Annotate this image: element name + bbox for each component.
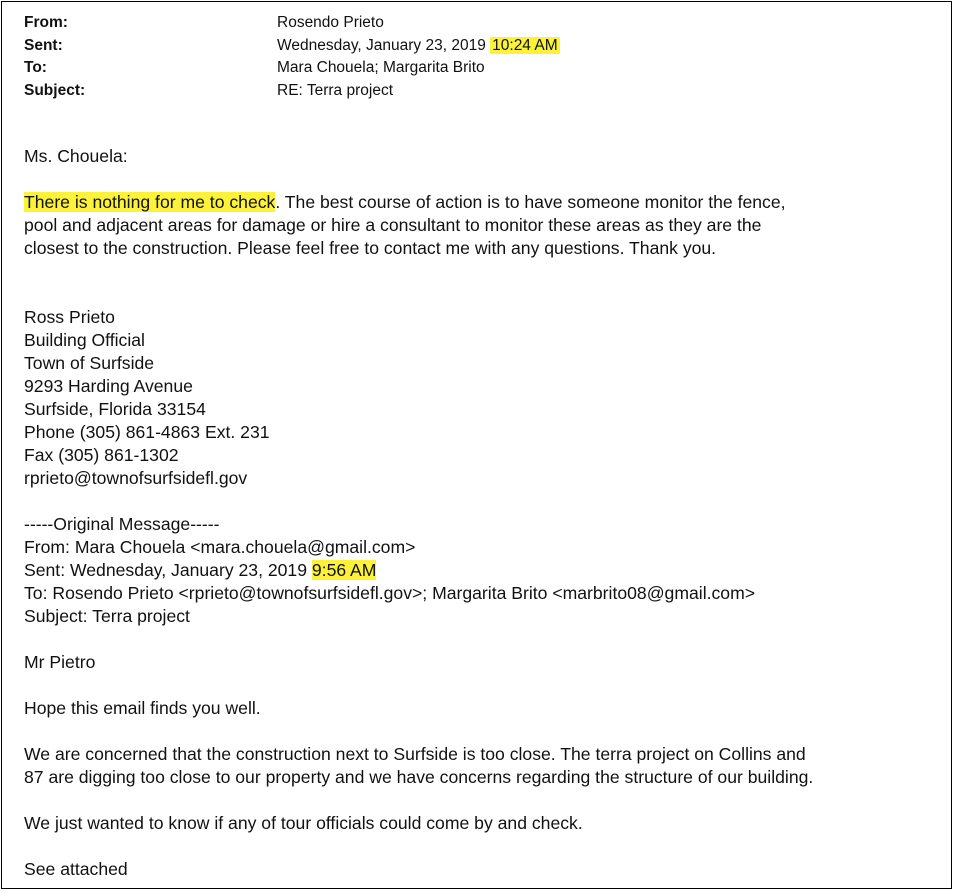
sent-date: Wednesday, January 23, 2019 [277, 36, 486, 54]
original-greeting: Mr Pietro [24, 652, 96, 672]
original-line-3: We just wanted to know if any of tour officials could come by and check. [24, 813, 583, 833]
signature-email: rprieto@townofsurfsidefl.gov [24, 468, 248, 488]
original-line-1: Hope this email finds you well. [24, 698, 261, 718]
signature-name: Ross Prieto [24, 307, 115, 327]
original-para2-line-1: We are concerned that the construction next to Surfside is too close. The terra project on Collins and [24, 744, 806, 764]
signature-org: Town of Surfside [24, 353, 155, 373]
signature-city: Surfside, Florida 33154 [24, 399, 206, 419]
reply-greeting: Ms. Chouela: [24, 146, 128, 166]
signature-street: 9293 Harding Avenue [24, 376, 193, 396]
reply-line-3: closest to the construction. Please feel free to contact me with any questions. Thank you. [24, 238, 717, 258]
signature-fax: Fax (305) 861-1302 [24, 445, 179, 465]
original-paragraph-2 [24, 743, 813, 789]
signature-block [24, 306, 270, 490]
document-frame [1, 1, 952, 889]
original-sent-time-highlight: 9:56 AM [311, 560, 377, 580]
subject-label: Subject: [24, 81, 86, 99]
reply-line-2: pool and adjacent areas for damage or hire a consultant to monitor these areas as they are the [24, 215, 762, 235]
sent-value [277, 35, 560, 58]
original-message-header [24, 513, 755, 628]
original-para2-line-2: 87 are digging too close to our property and we have concerns regarding the structure of our building. [24, 767, 814, 787]
reply-line-1-rest: . The best course of action is to have someone monitor the fence, [275, 192, 786, 212]
reply-paragraph [24, 191, 786, 260]
original-divider: -----Original Message----- [24, 514, 220, 534]
original-to: To: Rosendo Prieto <rprieto@townofsurfsidefl.gov>; Margarita Brito <marbrito08@gmail.com> [24, 583, 755, 603]
signature-title: Building Official [24, 330, 145, 350]
from-value: Rosendo Prieto [277, 14, 384, 31]
from-label: From: [24, 14, 68, 31]
original-sent [24, 559, 755, 582]
subject-value: RE: Terra project [277, 81, 394, 99]
sent-label: Sent: [24, 36, 63, 54]
original-sent-prefix: Sent: Wednesday, January 23, 2019 [24, 560, 312, 580]
original-line-4: See attached [24, 859, 128, 879]
original-subject: Subject: Terra project [24, 606, 190, 626]
reply-line-1 [24, 191, 786, 214]
original-from: From: Mara Chouela <mara.chouela@gmail.com> [24, 537, 416, 557]
signature-phone: Phone (305) 861-4863 Ext. 231 [24, 422, 270, 442]
sent-time-highlight: 10:24 AM [492, 36, 558, 54]
to-label: To: [24, 59, 47, 76]
to-value: Mara Chouela; Margarita Brito [277, 59, 485, 76]
reply-highlight: There is nothing for me to check [24, 192, 276, 212]
